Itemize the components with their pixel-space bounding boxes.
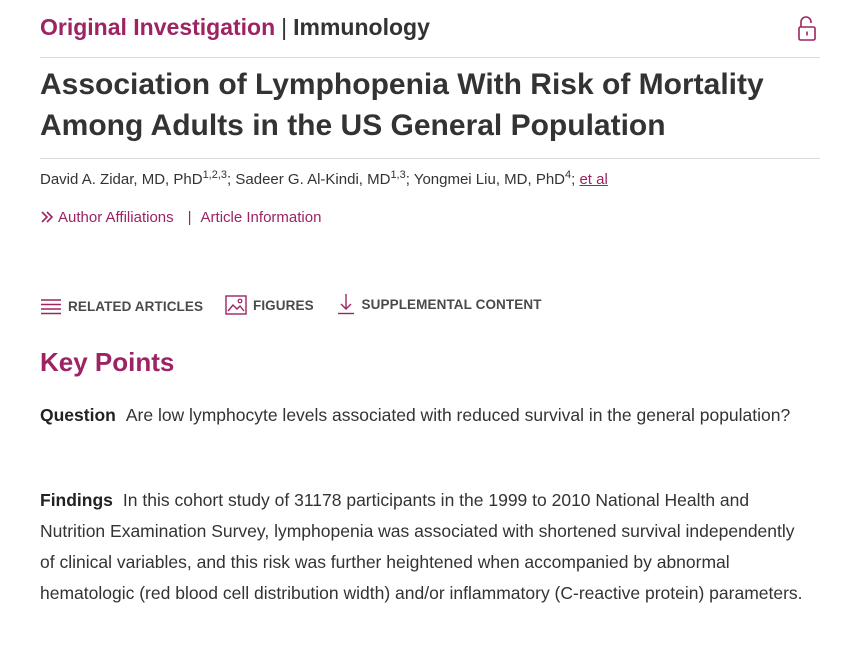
article-tabs	[40, 293, 560, 317]
tab-supplemental-content[interactable]	[336, 293, 542, 315]
question-text: Are low lymphocyte levels associated with reduced survival in the general population?	[125, 405, 791, 425]
findings-label: Findings	[40, 490, 113, 510]
article-header	[0, 0, 849, 327]
article-info-links	[40, 207, 321, 229]
tab-label: FIGURES	[252, 297, 314, 313]
article-topic[interactable]: Immunology	[293, 14, 430, 40]
list-lines-icon	[40, 297, 62, 315]
author-separator: ;	[405, 171, 410, 188]
key-points-section	[0, 327, 849, 655]
double-chevron-right-icon	[40, 210, 54, 224]
author-separator: ;	[571, 171, 576, 188]
author-name[interactable]: David A. Zidar, MD, PhD	[40, 171, 203, 188]
author-name[interactable]: Sadeer G. Al-Kindi, MD	[235, 171, 391, 188]
open-lock-icon[interactable]	[796, 14, 818, 42]
author-affiliation-sup: 1,3	[390, 169, 406, 181]
key-points-heading: Key Points	[40, 347, 175, 377]
question-label: Question	[40, 405, 116, 425]
section-separator: |	[281, 14, 288, 40]
key-points-findings	[40, 485, 810, 609]
tab-figures[interactable]	[225, 295, 314, 315]
key-points-question	[40, 400, 810, 431]
article-section-label	[40, 14, 430, 41]
download-arrow-icon	[336, 293, 356, 315]
author-list	[40, 168, 608, 192]
author-affiliations-link[interactable]: Author Affiliations	[58, 209, 174, 226]
article-information-link[interactable]: Article Information	[200, 209, 322, 226]
et-al-link[interactable]: et al	[579, 171, 608, 188]
links-divider: |	[187, 209, 192, 226]
author-separator: ;	[227, 171, 232, 188]
author-affiliation-sup: 4	[565, 169, 572, 181]
author-name[interactable]: Yongmei Liu, MD, PhD	[413, 171, 565, 188]
author-affiliation-sup: 1,2,3	[202, 169, 228, 181]
tab-label: SUPPLEMENTAL CONTENT	[361, 296, 542, 312]
image-icon	[225, 295, 247, 315]
title-divider	[40, 158, 820, 159]
article-topbar	[40, 10, 820, 58]
findings-text: In this cohort study of 31178 participants in the 1999 to 2010 National Health and Nutrition Examination Survey, lymphopenia was associated with shortened survival independently of clinical variables, and this risk was further heightened when accompanied by abnormal hematologic (red blood cell distribution width) and/or inflammatory (C-reactive protein) parameters.	[40, 490, 803, 603]
tab-related-articles[interactable]	[40, 297, 203, 315]
tab-label: RELATED ARTICLES	[68, 298, 204, 314]
article-title: Association of Lymphopenia With Risk of Mortality Among Adults in the US General Population	[40, 68, 764, 142]
article-type[interactable]: Original Investigation	[40, 14, 276, 40]
